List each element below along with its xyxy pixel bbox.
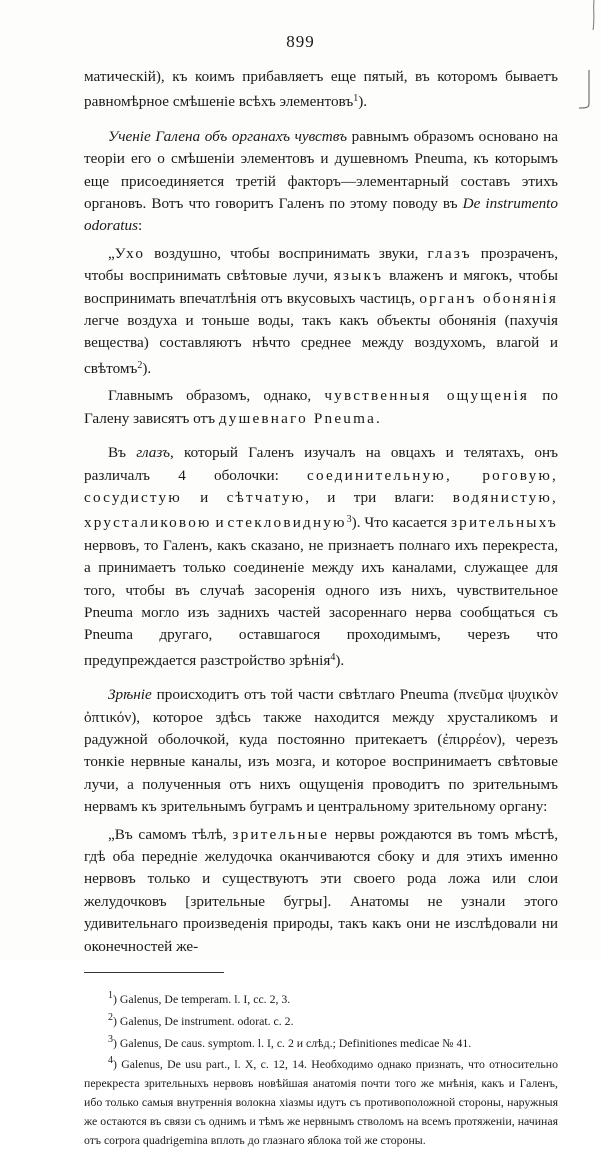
footnote-3: $^3$) Galenus, De caus. symptom. l. I, c. 2 и слѣд.; Definitiones medicae № 41. — [108, 1033, 472, 1050]
footnote-1: $^1$) Galenus, De temperam. l. I, cc. 2, 3. — [108, 990, 291, 1007]
footnote-ref-4[interactable]: 4 — [330, 651, 336, 663]
paragraph-3: Главнымъ образомъ, однако, чувственныя ощущенія по Галену зависятъ отъ душевнаго Pneuma. — [84, 387, 558, 427]
footnote-2: $^2$) Galenus, De instrument. odorat. c. 2. — [108, 1011, 294, 1028]
margin-bracket-mark — [563, 70, 593, 110]
paragraph-4: Въ глазъ, который Галенъ изучалъ на овцахъ и телятахъ, онъ различалъ 4 оболочки: соединительную, роговую, сосудистую и сѣтчатую, и три влаги: водянистую, хрусталиковою и стекловидную$^3$). Что касается зрительныхъ нервовъ, то Галенъ, какъ сказано, не признаетъ полнаго ихъ перекреста, а принимаетъ только соединеніе между ихъ каналами, служащее для того, чтобы въ случаѣ засоренія одного изъ нихъ, чувствительное Pneuma могло изъ заднихъ частей засореннаго нерва сообщаться съ Pneuma другаго, оставшагося проходимымъ, черезъ что предупреждается разстройство зрѣнія$^4$). — [84, 444, 559, 669]
quotation-2: „Въ самомъ тѣлѣ, зрительные нервы рождаются въ томъ мѣстѣ, гдѣ оба передніе желудочка оканчиваются сбоку и для этихъ именно нервовъ только и существуютъ эти своего рода ложа или слои желудочковъ [зрительные бугры]. Анатомы не узнали этого удивительнаго произведенія природы, такъ какъ они не изслѣдовали ни оконечностей же- — [84, 825, 558, 955]
paragraph-2: Ученіе Галена объ органахъ чувствъ равнымъ образомъ основано на теоріи его о смѣшеніи элементовъ и душевномъ Pneuma, къ которымъ еще присоединяется третій факторъ—элементарный составъ этихъ органовъ. Вотъ что говоритъ Галенъ по этому поводу въ De instrumento odoratus: — [84, 127, 559, 235]
section-lead: Ученіе Галена объ органахъ чувствъ — [108, 127, 348, 145]
paragraph-1: матическій), къ коимъ прибавляетъ еще пятый, въ которомъ бываетъ равномѣрное смѣшеніе всѣхъ элементовъ$^1$). — [84, 68, 558, 111]
cited-work-title: De instrumento odoratus — [84, 195, 559, 235]
footnote-ref-3[interactable]: 3 — [346, 514, 352, 526]
footnote-ref-1[interactable]: 1 — [353, 93, 359, 105]
footnote-ref-2[interactable]: 2 — [137, 359, 143, 371]
main-text — [84, 66, 558, 958]
page-body — [84, 66, 558, 1149]
footnote-4: $^4$) Galenus, De usu part., l. X, c. 12, 14. Необходимо однако признать, что относительно перекреста зрительныхъ нервовъ новѣйшая анатомія почти того же мнѣнія, какъ и Галенъ, ибо только самыя внутреннія волокна хіазмы идутъ съ противоположной стороны, наружныя же остаются въ связи съ однимъ и тѣмъ же нервнымъ стволомъ на всемъ протяженіи, начиная отъ corpora quadrigemina вплоть до глазнаго яблока той же стороны. — [84, 1055, 558, 1147]
edge-pencil-mark — [587, 0, 597, 30]
quotation-1: „Ухо воздушно, чтобы воспринимать звуки, глазъ прозраченъ, чтобы воспринимать свѣтовые лучи, языкъ влаженъ и мягокъ, чтобы воспринимать впечатлѣнія отъ вкусовыхъ частицъ, органъ обонянія легче воздуха и тоньше воды, такъ какъ объекты обонянія (пахучія вещества) составляютъ нѣчто среднее между воздухомъ, влагой и свѣтомъ$^2$). — [84, 244, 559, 377]
page-number: 899 — [286, 32, 315, 51]
paragraph-5: Зрѣніе происходитъ отъ той части свѣтлаго Pneuma (πνεῦμα ψυχικὸν ὀπτικόν), которое здѣсь также находится между хрусталикомъ и радужной оболочкой, куда постоянно притекаетъ (ἐπιρρέον), черезъ тонкіе нервные каналы, изъ мозга, и которое воспринимаетъ свѣтовые лучи, а полученныя отъ нихъ ощущенія проводитъ по зрительнымъ нервамъ къ зрительнымъ буграмъ и центральному зрительному органу: — [84, 686, 558, 816]
footnote-divider — [84, 972, 224, 973]
footnotes — [84, 987, 558, 1149]
